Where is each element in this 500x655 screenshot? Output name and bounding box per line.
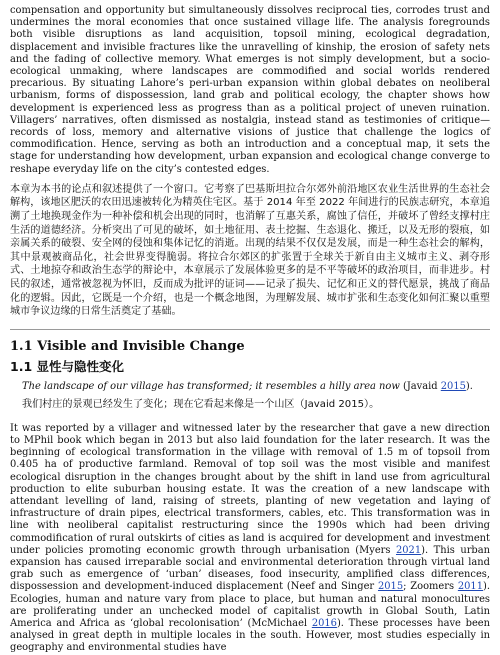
body-text: ). These processes have been analysed in great depth in multiple locales in the south. However, most studies especially in geography and environmental studies have	[10, 618, 490, 654]
section-divider	[10, 329, 490, 330]
body-text: It was reported by a villager and witnessed later by the researcher that gave a new direction to MPhil book which began in 2013 but also laid foundation for the later research. It was the beginning of ecological transformation in the village with removal of 1.5 m of topsoil from 0.405 ha of productive farmland. Removal of top soil was the most visible and manifest ecological disruption in the changes brought about by the shift in land use from agricultural production to elite suburban housing estate. It was the creation of a new landscape with attendant levelling of land, raising of streets, planting of new vegetation and laying of infrastructure of drain pipes, electrical transformers, cables, etc. This transformation was in line with neoliberal capitalist restructuring since the 1990s which had been driving commodification of rural outskirts of cities as land is acquired for development and investment under policies promoting economic growth through urbanisation (Myers	[10, 422, 490, 556]
citation-author: (Javaid	[399, 380, 441, 392]
citation-link-myers-2021[interactable]: 2021	[395, 544, 422, 556]
epigraph-citation	[400, 381, 473, 392]
section-heading-chinese: 1.1 显性与隐性变化	[10, 358, 124, 374]
body-paragraph	[10, 423, 490, 655]
body-text: ). This urban expansion has caused irreparable social and environmental deterioration through virtual land grab such as emergence of ‘urban’ diseases, food insecurity, amplified class differences, dispossession and development-induced displacement (Neef and Singer	[10, 544, 490, 593]
citation-link-mcmichael-2016[interactable]: 2016	[311, 618, 337, 630]
intro-paragraph-english: compensation and opportunity but simultaneously dissolves reciprocal ties, corrodes trust and undermines the moral economies that once sustained village life. The analysis foregrounds both visible disruptions as land acquisition, topsoil mining, ecological degradation, displacement and invisible fractures like the unravelling of kinship, the erosion of safety nets and the fading of collective memory. What emerges is not simply development, but a socio-ecological unmaking, where landscapes are commodified and social worlds rendered precarious. By situating Lahore’s peri-urban expansion within global debates on neoliberal urbanism, forms of dispossession, land grab and political ecology, the chapter shows how development is experienced less as progress than as a political project of uneven ruination. Villagers’ narratives, often dismissed as nostalgia, instead stand as testimonies of critique—records of loss, memory and alternative visions of justice that challenge the logics of commodification. Hence, serving as both an introduction and a conceptual map, it sets the stage for understanding how development, urban expansion and ecological change converge to reshape everyday life on the city’s contested edges.	[10, 5, 490, 175]
citation-link-2015[interactable]: 2015	[440, 380, 466, 392]
epigraph-quote: The landscape of our village has transformed; it resembles a hilly area now	[22, 380, 400, 392]
body-text: ; Zoomers	[403, 581, 458, 593]
intro-paragraph-chinese: 本章为本书的论点和叙述提供了一个窗口。它考察了巴基斯坦拉合尔郊外前沿地区农业生活世界的生态社会解构，该地区肥沃的农田迅速被转化为精英住宅区。基于 2014 年至 2022 年间进行的民族志研究，本章追溯了土地换现金作为一种补偿和机会出现的同时，也消解了互惠关系，腐蚀了信任，并破坏了曾经支撑村庄生活的道德经济。分析突出了可见的破坏，如土地征用、表土挖掘、生态退化、搬迁，以及无形的裂痕，如亲属关系的破裂、安全网的侵蚀和集体记忆的消逝。出现的结果不仅仅是发展，而是一种生态社会的解构，其中景观被商品化，社会世界变得脆弱。将拉合尔郊区的扩张置于全球关于新自由主义城市主义、剥夺形式、土地掠夺和政治生态学的辩论中，本章展示了发展体验更多的是不平等破坏的政治项目，而非进步。村民的叙述，通常被忽视为怀旧，反而成为批评的证词——记录了损失、记忆和正义的替代愿景，挑战了商品化的逻辑。因此，它既是一个介绍，也是一个概念地图，为理解发展、城市扩张和生态变化如何汇聚以重塑城市争议边缘的日常生活奠定了基础。	[10, 183, 490, 318]
body-text: ). Ecologies, human and nature vary from place to place, but human and natural monocultures are proliferating under an unchecked model of capitalist growth in Global South, Latin America and Africa as ‘global recolonisation’ (McMichael	[10, 581, 490, 630]
citation-close: ).	[465, 380, 473, 392]
document-page	[10, 0, 490, 655]
epigraph-chinese: 我们村庄的景观已经发生了变化；现在它看起来像是一个山区（Javaid 2015）。	[22, 398, 380, 410]
epigraph-english	[22, 380, 490, 393]
citation-link-neef-2015[interactable]: 2015	[377, 581, 404, 593]
citation-link-zoomers-2011[interactable]: 2011	[457, 581, 483, 593]
epigraph	[22, 380, 490, 411]
section-heading-english: 1.1 Visible and Invisible Change	[10, 338, 245, 354]
